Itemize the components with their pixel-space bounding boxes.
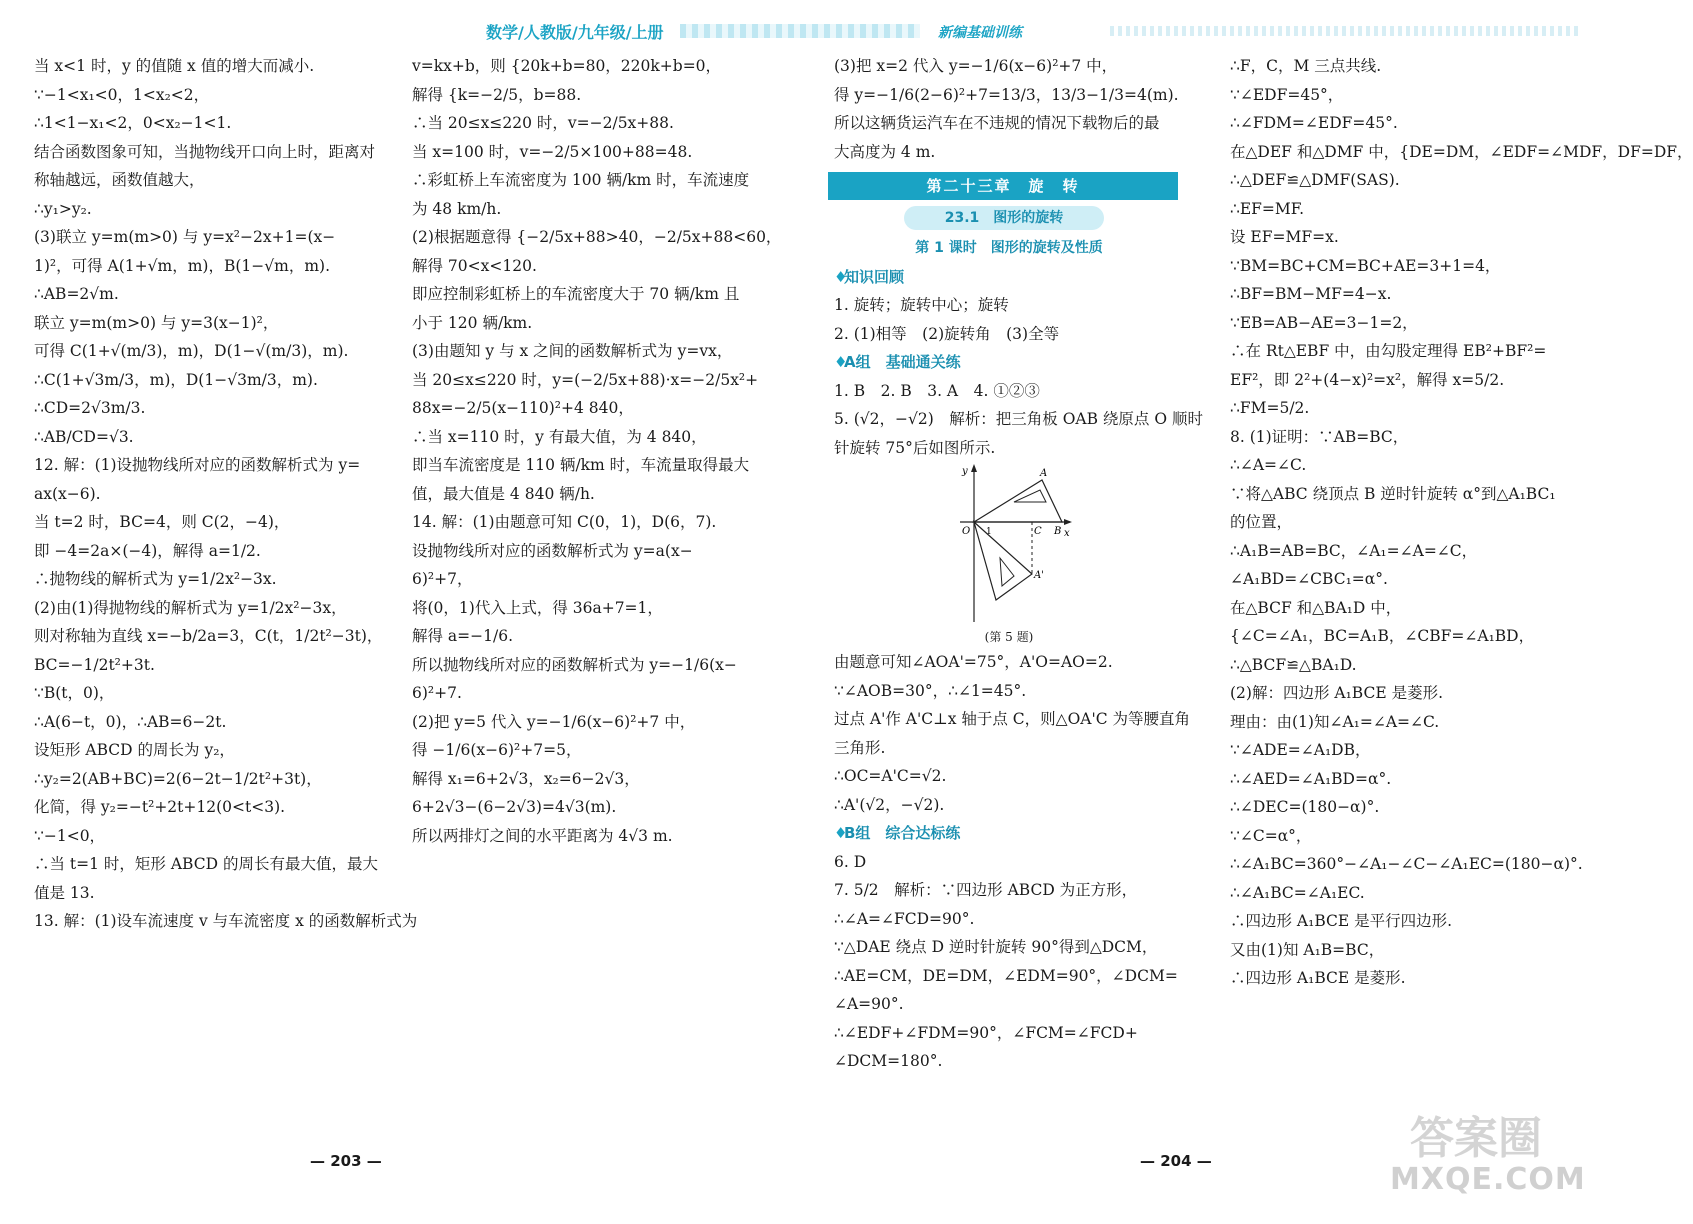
text-line: ∴∠A₁BC=360°−∠A₁−∠C−∠A₁EC=(180−α)°. — [1230, 855, 1583, 873]
diamond-icon: ♦ — [834, 353, 848, 371]
text-line: ∴∠EDF+∠FDM=90°，∠FCM=∠FCD+ — [834, 1023, 1138, 1042]
text-line: ∠A=90°. — [834, 995, 904, 1013]
text-line: ∴当 20≤x≤220 时，v=−2/5x+88. — [412, 114, 674, 132]
text-line: ∴FM=5/2. — [1230, 399, 1310, 417]
group-a-answers — [834, 377, 1203, 463]
text-line: 称轴越远，函数值越大， — [34, 171, 205, 189]
group-b-heading: ♦B组 综合达标练 — [834, 819, 1184, 848]
text-line: 理由：由(1)知∠A₁=∠A=∠C. — [1230, 712, 1440, 731]
text-line: ∵−1<x₁<0，1<x₂<2， — [34, 85, 210, 104]
text-line: ∵−1<0， — [34, 826, 106, 845]
text-line: ∵BM=BC+CM=BC+AE=3+1=4， — [1230, 256, 1501, 275]
text-line: ∴∠DEC=(180−α)°. — [1230, 798, 1380, 816]
section-banner: 23.1 图形的旋转 — [904, 206, 1104, 230]
text-line: ∵EB=AB−AE=3−1=2， — [1230, 313, 1418, 332]
text-line: ∴四边形 A₁BCE 是菱形. — [1230, 969, 1406, 987]
text-line: 解得 x₁=6+2√3，x₂=6−2√3， — [412, 769, 640, 788]
text-line: ∴A₁B=AB=BC，∠A₁=∠A=∠C， — [1230, 541, 1478, 560]
text-line: 针旋转 75°后如图所示. — [834, 438, 996, 457]
text-line: (3)联立 y=m(m>0) 与 y=x²−2x+1=(x− — [34, 228, 336, 246]
text-line: (2)根据题意得 {−2/5x+88>40，−2/5x+88<60， — [412, 228, 782, 246]
text-line: 设抛物线所对应的函数解析式为 y=a(x− — [412, 541, 693, 560]
page-number-right: — 204 — — [1140, 1152, 1212, 1170]
text-line: ∵∠EDF=45°， — [1230, 85, 1344, 104]
text-line: 2. (1)相等 (2)旋转角 (3)全等 — [834, 324, 1060, 343]
label-o: O — [962, 526, 971, 537]
text-line: 13. 解：(1)设车流速度 v 与车流密度 x 的函数解析式为 — [34, 912, 418, 930]
text-line: 当 20≤x≤220 时，y=(−2/5x+88)·x=−2/5x²+ — [412, 370, 759, 389]
text-line: 由题意可知∠AOA'=75°，A'O=AO=2. — [834, 653, 1113, 671]
site-watermark — [1370, 1096, 1590, 1208]
text-line: ∴A(6−t，0)，∴AB=6−2t. — [34, 712, 227, 731]
text-line: 5. (√2，−√2) 解析：把三角板 OAB 绕原点 O 顺时 — [834, 410, 1203, 428]
text-line: 可得 C(1+√(m/3)，m)，D(1−√(m/3)，m). — [34, 342, 349, 360]
text-line: 化简，得 y₂=−t²+2t+12(0<t<3). — [34, 798, 286, 816]
header-band — [680, 24, 920, 38]
text-line: ∴△BCF≌△BA₁D. — [1230, 655, 1357, 674]
text-line: (3)由题知 y 与 x 之间的函数解析式为 y=vx， — [412, 342, 733, 360]
text-line: 三角形. — [834, 738, 886, 757]
column-3 — [834, 52, 1203, 1076]
text-line: 当 x<1 时，y 的值随 x 值的增大而减小. — [34, 57, 315, 75]
text-line: EF²，即 2²+(4−x)²=x²，解得 x=5/2. — [1230, 370, 1505, 389]
text-line: ∵将△ABC 绕顶点 B 逆时针旋转 α°到△A₁BC₁ — [1230, 484, 1556, 503]
diamond-icon: ♦ — [834, 824, 848, 842]
problem-5-solution — [834, 648, 1191, 819]
text-line: ∵∠C=α°， — [1230, 826, 1312, 845]
text-line: ∴在 Rt△EBF 中，由勾股定理得 EB²+BF²= — [1230, 342, 1547, 360]
text-line: 即 −4=2a×(−4)，解得 a=1/2. — [34, 541, 261, 560]
text-line: 6. D — [834, 852, 867, 871]
text-line: ∴∠A₁BC=∠A₁EC. — [1230, 883, 1365, 902]
text-line: ∴AE=CM，DE=DM，∠EDM=90°，∠DCM= — [834, 966, 1178, 985]
text-line: 6)²+7， — [412, 570, 473, 588]
text-line: 6)²+7. — [412, 684, 462, 702]
text-line: ∠DCM=180°. — [834, 1052, 943, 1070]
text-line: ∴y₁>y₂. — [34, 199, 92, 218]
watermark-url: MXQE.COM — [1390, 1162, 1586, 1197]
text-line: 得 −1/6(x−6)²+7=5， — [412, 741, 582, 759]
page-number-left: — 203 — — [310, 1152, 382, 1170]
text-line: 14. 解：(1)由题意可知 C(0，1)，D(6，7). — [412, 513, 717, 531]
text-line: 结合函数图象可知，当抛物线开口向上时，距离对 — [34, 142, 376, 161]
text-line: 88x=−2/5(x−110)²+4 840， — [412, 399, 634, 417]
text-line: 设矩形 ABCD 的周长为 y₂， — [34, 741, 235, 759]
text-line: 7. 5/2 解析：∵四边形 ABCD 为正方形， — [834, 881, 1138, 899]
label-a: A — [1040, 468, 1048, 479]
text-line: ∴EF=MF. — [1230, 199, 1305, 218]
text-line: 1)²，可得 A(1+√m，m)，B(1−√m，m). — [34, 256, 330, 275]
label-angle-1: 1 — [986, 527, 992, 537]
text-line: 8. (1)证明：∵AB=BC， — [1230, 427, 1409, 446]
text-line: ∵∠AOB=30°，∴∠1=45°. — [834, 681, 1027, 700]
header-stripes — [1110, 26, 1580, 36]
review-answers — [834, 291, 1184, 348]
header-subject: 数学/人教版/九年级/上册 — [486, 23, 664, 42]
text-line: ∵△DAE 绕点 D 逆时针旋转 90°得到△DCM， — [834, 938, 1158, 956]
label-y: y — [962, 466, 968, 477]
text-line: ∴CD=2√3m/3. — [34, 399, 146, 417]
text-line: ∴∠AED=∠A₁BD=α°. — [1230, 769, 1392, 788]
text-line: ∴∠A=∠C. — [1230, 456, 1307, 474]
text-line: 1. 旋转；旋转中心；旋转 — [834, 296, 1009, 314]
text-line: ∴四边形 A₁BCE 是平行四边形. — [1230, 912, 1453, 930]
text-line: ∠A₁BD=∠CBC₁=α°. — [1230, 570, 1388, 588]
text-line: ∵B(t，0)， — [34, 684, 115, 702]
text-line: {∠C=∠A₁，BC=A₁B，∠CBF=∠A₁BD， — [1230, 627, 1535, 645]
column-1 — [34, 52, 418, 936]
watermark-text: 答案圈 — [1410, 1113, 1542, 1164]
text-line: ∴AB/CD=√3. — [34, 427, 134, 446]
text-line: ∴△DEF≌△DMF(SAS). — [1230, 171, 1400, 189]
text-line: ∴F，C，M 三点共线. — [1230, 57, 1382, 75]
text-line: 得 y=−1/6(2−6)²+7=13/3，13/3−1/3=4(m). — [834, 85, 1179, 104]
text-line: ∴BF=BM−MF=4−x. — [1230, 285, 1392, 303]
text-line: 值是 13. — [34, 883, 95, 902]
text-line: ax(x−6). — [34, 484, 101, 503]
lesson-title: 第 1 课时 图形的旋转及性质 — [915, 240, 1103, 256]
text-line: ∴彩虹桥上车流密度为 100 辆/km 时，车流速度 — [412, 171, 750, 189]
text-line: 12. 解：(1)设抛物线所对应的函数解析式为 y= — [34, 456, 361, 474]
text-line: ∴当 x=110 时，y 有最大值，为 4 840， — [412, 427, 707, 446]
text-line: v=kx+b，则 {20k+b=80，220k+b=0， — [412, 57, 722, 75]
text-line: 大高度为 4 m. — [834, 142, 936, 161]
text-line: BC=−1/2t²+3t. — [34, 655, 155, 674]
text-line: 在△BCF 和△BA₁D 中， — [1230, 598, 1402, 617]
text-line: 所以抛物线所对应的函数解析式为 y=−1/6(x− — [412, 655, 737, 674]
text-line: ∴C(1+√3m/3，m)，D(1−√3m/3，m). — [34, 370, 318, 389]
figure-caption: (第 5 题) — [984, 630, 1034, 644]
text-line: 的位置， — [1230, 513, 1293, 531]
text-line: 即当车流密度是 110 辆/km 时，车流量取得最大 — [412, 456, 750, 474]
text-line: 值，最大值是 4 840 辆/h. — [412, 484, 595, 503]
rotation-figure — [834, 462, 1184, 648]
label-x: x — [1064, 528, 1070, 539]
text-line: 设 EF=MF=x. — [1230, 228, 1339, 246]
text-line: 则对称轴为直线 x=−b/2a=3，C(t，1/2t²−3t)， — [34, 627, 383, 645]
text-line: ∴抛物线的解析式为 y=1/2x²−3x. — [34, 570, 277, 588]
text-line: 当 t=2 时，BC=4，则 C(2，−4)， — [34, 513, 290, 531]
text-line: ∴A'(√2，−√2). — [834, 795, 945, 814]
text-line: 1. B 2. B 3. A 4. ①②③ — [834, 381, 1040, 400]
text-line: 联立 y=m(m>0) 与 y=3(x−1)²， — [34, 313, 279, 332]
text-line: 将(0，1)代入上式，得 36a+7=1， — [412, 598, 663, 617]
text-line: 过点 A'作 A'C⊥x 轴于点 C，则△OA'C 为等腰直角 — [834, 710, 1191, 728]
group-a-heading: ♦A组 基础通关练 — [834, 348, 1184, 377]
text-line: (2)由(1)得抛物线的解析式为 y=1/2x²−3x， — [34, 598, 347, 617]
text-line: 在△DEF 和△DMF 中，{DE=DM，∠EDF=∠MDF，DF=DF， — [1230, 142, 1693, 161]
text-line: 解得 {k=−2/5，b=88. — [412, 85, 582, 104]
text-line: ∴∠FDM=∠EDF=45°. — [1230, 114, 1398, 132]
header-series: 新编基础训练 — [938, 25, 1022, 41]
label-c: C — [1034, 526, 1042, 537]
text-line: 解得 a=−1/6. — [412, 627, 514, 645]
diamond-icon: ♦ — [834, 267, 848, 286]
text-line: 当 x=100 时，v=−2/5×100+88=48. — [412, 142, 693, 161]
column-2 — [412, 52, 782, 850]
rotation-diagram — [954, 462, 1074, 632]
text-line: ∴1<1−x₁<2，0<x₂−1<1. — [34, 114, 232, 132]
text-line: 为 48 km/h. — [412, 199, 502, 218]
text-line: 即应控制彩虹桥上的车流密度大于 70 辆/km 且 — [412, 285, 740, 303]
chapter-banner: 第二十三章 旋 转 — [828, 172, 1178, 200]
text-line: ∴OC=A'C=√2. — [834, 767, 947, 785]
review-heading: ♦知识回顾 — [834, 263, 1184, 292]
text-line: 所以这辆货运汽车在不违规的情况下载物后的最 — [834, 114, 1160, 132]
text-line: 所以两排灯之间的水平距离为 4√3 m. — [412, 826, 673, 845]
text-line: (2)把 y=5 代入 y=−1/6(x−6)²+7 中， — [412, 712, 696, 731]
group-b-answers — [834, 848, 1184, 1076]
label-a-prime: A' — [1034, 570, 1044, 581]
text-line: ∴y₂=2(AB+BC)=2(6−2t−1/2t²+3t)， — [34, 769, 322, 788]
page-header — [0, 18, 1600, 48]
text-line: 6+2√3−(6−2√3)=4√3(m). — [412, 798, 617, 816]
text-line: ∵∠ADE=∠A₁DB， — [1230, 741, 1371, 759]
text-line: ∴当 t=1 时，矩形 ABCD 的周长有最大值，最大 — [34, 855, 378, 873]
label-b: B — [1054, 526, 1062, 537]
text-line: ∴∠A=∠FCD=90°. — [834, 909, 975, 928]
text-line: 小于 120 辆/km. — [412, 313, 533, 332]
text-line: ∴AB=2√m. — [34, 285, 119, 303]
column-4 — [1230, 52, 1693, 993]
text-line: 又由(1)知 A₁B=BC， — [1230, 940, 1385, 959]
text-line: 解得 70<x<120. — [412, 256, 537, 275]
text-line: (2)解：四边形 A₁BCE 是菱形. — [1230, 684, 1443, 702]
problem-14-continued — [834, 52, 1184, 166]
text-line: (3)把 x=2 代入 y=−1/6(x−6)²+7 中， — [834, 57, 1118, 75]
